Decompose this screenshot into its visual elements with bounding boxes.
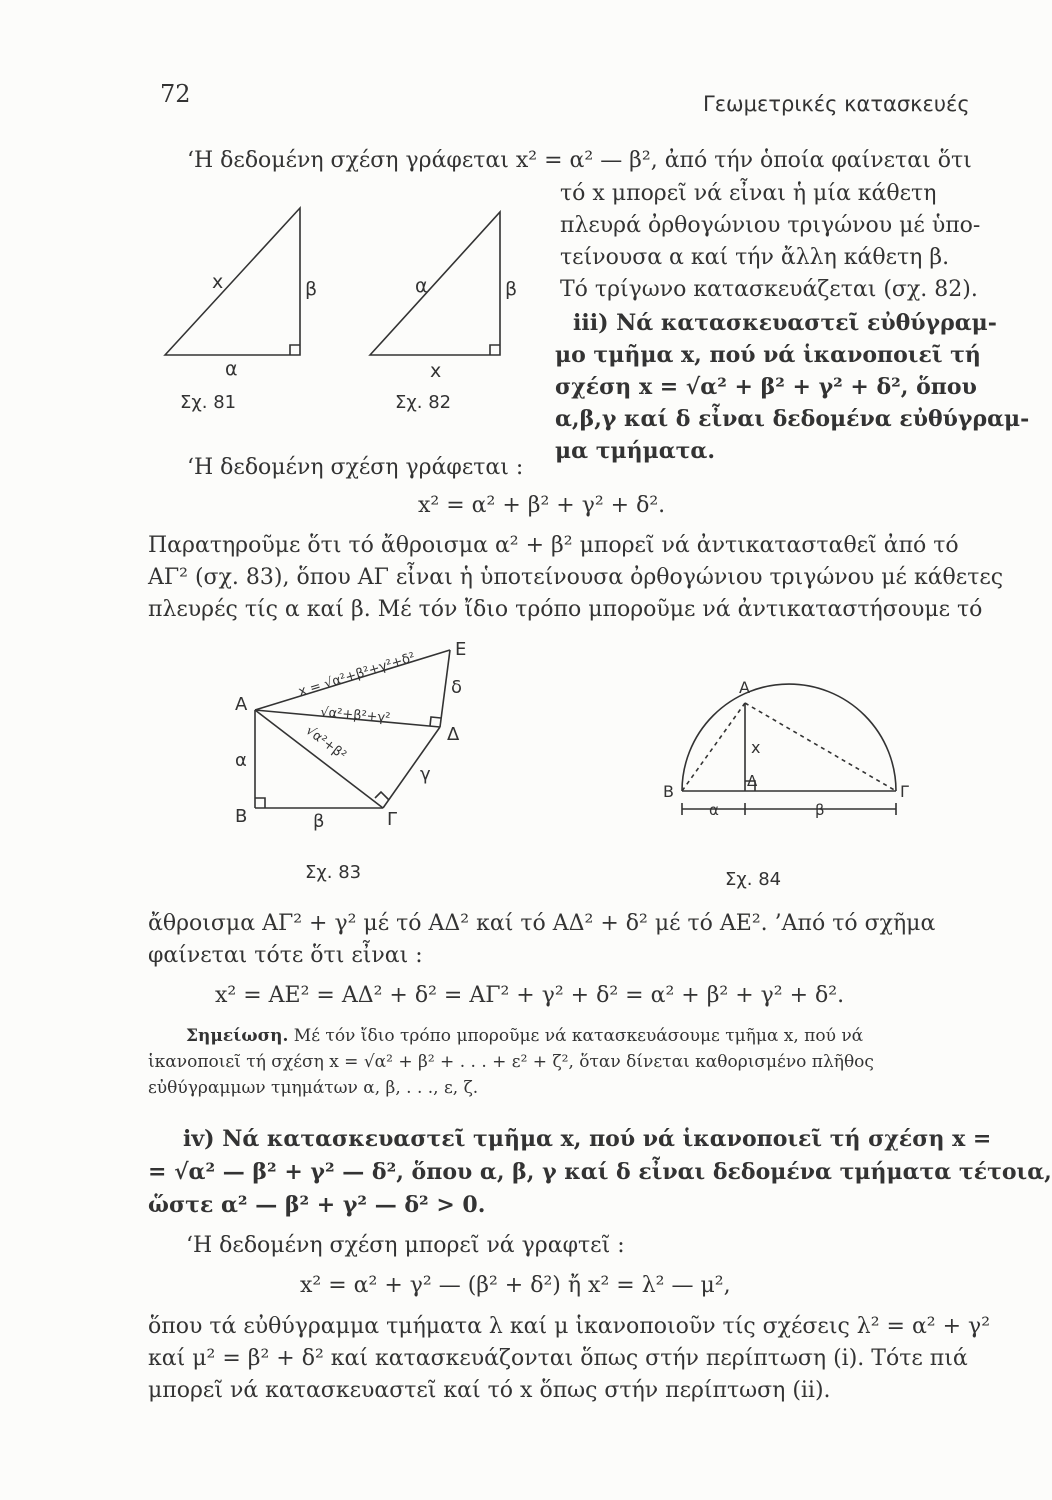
fig82-triangle [370,212,500,355]
fig81-label-leg: β [305,278,318,300]
fig82-right-angle-mark [490,345,500,355]
fig83-right-angle-G [375,792,389,800]
note-line-1 [186,1025,863,1047]
body3-line-3: καί μ² = β² + δ² καί κατασκευάζονται ὅπως στήν περίπτωση (i). Τότε πιά [148,1346,968,1371]
problem-iii-line-1: iii) Νά κατασκευαστεῖ εὐθύγραμ- [573,310,997,336]
fig83-point-B: Β [235,806,248,827]
fig83-label-AD: √α²+β²+γ² [319,705,391,727]
fig84-point-D: Δ [747,772,758,790]
intro-line-3: πλευρά ὀρθογώνιου τριγώνου μέ ὑπο- [560,213,981,238]
running-title: Γεωμετρικές κατασκευές [703,92,970,116]
figure-84 [655,675,915,890]
note-line-1-text: Μέ τόν ἴδιο τρόπο μποροῦμε νά κατασκευάσουμε τμῆμα x, πού νά [288,1026,864,1046]
note-line-2: ἱκανοποιεῖ τή σχέση x = √α² + β² + . . . + ε² + ζ², ὅταν δίνεται καθορισμένο πλῆθος [148,1052,874,1072]
fig83-label-AE: x = √α²+β²+γ²+δ² [296,650,418,700]
fig84-caption: Σχ. 84 [725,869,782,890]
intro-line-5: Τό τρίγωνο κατασκευάζεται (σχ. 82). [560,277,978,302]
body2-equation: x² = ΑΕ² = ΑΔ² + δ² = ΑΓ² + γ² + δ² = α² + β² + γ² + δ². [215,983,845,1008]
problem-iv-line-3: ὥστε α² — β² + γ² — δ² > 0. [148,1192,486,1218]
problem-iii-line-5: μα τμήματα. [555,438,716,464]
figure-83 [225,630,515,890]
fig83-right-angle-D [430,717,441,726]
fig84-label-b: β [815,801,825,819]
body1-line-2: Παρατηροῦμε ὅτι τό ἄθροισμα α² + β² μπορεῖ νά ἀντικατασταθεῖ ἀπό τό [148,533,959,558]
problem-iv-line-2: = √α² — β² + γ² — δ², ὅπου α, β, γ καί δ εἶναι δεδομένα τμήματα τέτοια, [148,1159,1052,1185]
problem-iii-line-4: α,β,γ καί δ εἶναι δεδομένα εὐθύγραμ- [555,406,1030,432]
note-label: Σημείωση. [186,1026,289,1046]
problem-iii-line-3: σχέση x = √α² + β² + γ² + δ², ὅπου [555,374,977,400]
fig83-segment-GD [383,727,440,808]
fig83-point-D: Δ [447,724,460,745]
fig83-label-a: α [235,750,247,771]
note-line-3: εὐθύγραμμων τμημάτων α, β, . . ., ε, ζ. [148,1078,479,1098]
body3-line-4: μπορεῖ νά κατασκευαστεῖ καί τό x ὅπως στήν περίπτωση (ii). [148,1378,831,1403]
body1-line-4: πλευρές τίς α καί β. Μέ τόν ἴδιο τρόπο μποροῦμε νά ἀντικαταστήσουμε τό [148,597,983,622]
fig83-point-G: Γ [387,809,398,830]
fig81-label-hyp: x [212,271,224,293]
body1-line-1: ‘Η δεδομένη σχέση γράφεται : [187,455,524,480]
fig81-caption: Σχ. 81 [180,392,237,413]
fig83-label-d: δ [451,677,463,698]
fig82-label-hyp: α [415,275,428,297]
fig83-segment-AG [255,710,383,808]
problem-iii-line-2: μο τμῆμα x, πού νά ἱκανοποιεῖ τή [555,342,981,368]
fig84-label-a: α [709,801,719,819]
fig83-right-angle-B [255,798,265,808]
intro-line-1: ‘Η δεδομένη σχέση γράφεται x² = α² — β², ἀπό τήν ὁποία φαίνεται ὅτι [187,148,972,173]
body3-line-1: ‘Η δεδομένη σχέση μπορεῖ νά γραφτεῖ : [186,1233,625,1258]
body1-line-3: ΑΓ² (σχ. 83), ὅπου ΑΓ εἶναι ἡ ὑποτείνουσα ὀρθογώνιου τριγώνου μέ κάθετες [148,565,1004,590]
fig81-right-angle-mark [290,345,300,355]
fig83-segment-DE [440,650,450,727]
problem-iv-line-1: iv) Νά κατασκευαστεῖ τμῆμα x, πού νά ἱκανοποιεῖ τή σχέση x = [183,1126,992,1152]
fig83-label-b: β [313,811,325,832]
figure-82 [360,200,520,420]
fig82-label-leg: β [505,278,518,300]
body2-line-1: ἄθροισμα ΑΓ² + γ² μέ τό ΑΔ² καί τό ΑΔ² + δ² μέ τό ΑΕ². ’Από τό σχῆμα [148,911,936,936]
figure-81 [150,200,318,420]
fig83-point-E: Ε [455,639,467,660]
body3-equation: x² = α² + γ² — (β² + δ²) ἤ x² = λ² — μ², [300,1273,731,1298]
fig83-label-AG: √α²+β² [302,723,349,764]
fig82-label-base: x [430,360,442,382]
fig84-point-B: Β [663,782,674,801]
page-number: 72 [160,80,191,108]
fig84-label-x: x [751,738,761,757]
fig81-triangle [165,208,300,355]
fig81-label-base: α [225,358,238,380]
body2-line-2: φαίνεται τότε ὅτι εἶναι : [148,943,423,968]
fig84-point-G: Γ [900,782,909,801]
fig84-chord-AG [745,703,896,791]
fig84-point-A: Α [739,678,750,697]
intro-line-2: τό x μπορεῖ νά εἶναι ἡ μία κάθετη [560,181,937,206]
fig83-label-g: γ [420,764,431,785]
fig83-caption: Σχ. 83 [305,862,362,883]
fig82-caption: Σχ. 82 [395,392,452,413]
intro-line-4: τείνουσα α καί τήν ἄλλη κάθετη β. [560,245,950,270]
fig83-point-A: Α [235,694,248,715]
body1-equation: x² = α² + β² + γ² + δ². [418,493,666,518]
body3-line-2: ὅπου τά εὐθύγραμμα τμήματα λ καί μ ἱκανοποιοῦν τίς σχέσεις λ² = α² + γ² [148,1314,991,1339]
fig84-semicircle [682,684,896,791]
